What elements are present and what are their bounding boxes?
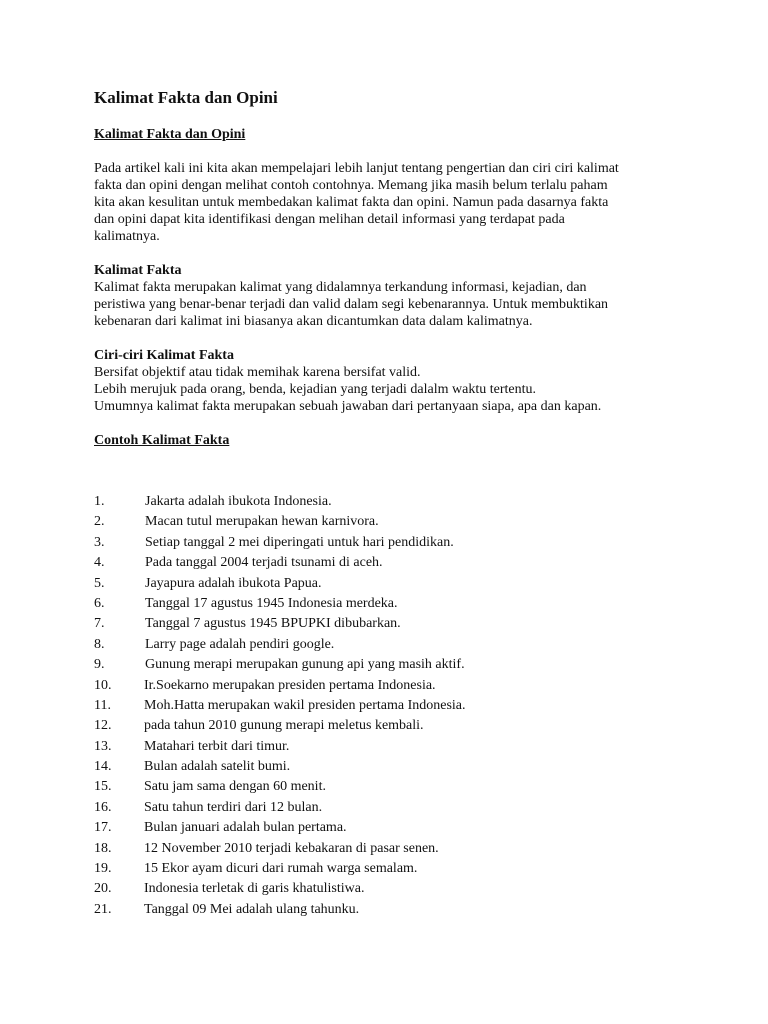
list-item: [94, 655, 684, 675]
fakta-heading: Kalimat Fakta: [94, 263, 182, 278]
fakta-line: peristiwa yang benar-benar terjadi dan valid dalam segi kebenarannya. Untuk membuktikan: [94, 297, 609, 312]
list-item: [94, 676, 684, 696]
list-item-text: Tanggal 09 Mei adalah ulang tahunku.: [144, 901, 360, 917]
list-item-number: 16.: [94, 799, 112, 815]
list-item-number: 8.: [94, 636, 105, 652]
list-item-text: Tanggal 17 agustus 1945 Indonesia merdeka.: [145, 595, 398, 611]
list-item: [94, 533, 684, 553]
list-item-number: 17.: [94, 820, 112, 836]
document-page: [94, 88, 684, 920]
list-item: [94, 492, 684, 512]
list-item-text: Matahari terbit dari timur.: [144, 738, 290, 754]
list-item-text: Bulan januari adalah bulan pertama.: [144, 820, 347, 836]
ciri-heading: Ciri-ciri Kalimat Fakta: [94, 348, 234, 363]
list-item-number: 3.: [94, 534, 105, 550]
list-item-text: Gunung merapi merupakan gunung api yang masih aktif.: [145, 657, 465, 673]
list-item-number: 21.: [94, 901, 112, 917]
list-item: [94, 635, 684, 655]
list-item: [94, 839, 684, 859]
ciri-paragraph: [94, 364, 684, 415]
list-item-text: Bulan adalah satelit bumi.: [144, 759, 291, 775]
fakta-line: Kalimat fakta merupakan kalimat yang didalamnya terkandung informasi, kejadian, dan: [94, 280, 587, 295]
list-item-number: 11.: [94, 697, 111, 713]
intro-line: kita akan kesulitan untuk membedakan kalimat fakta dan opini. Namun pada dasarnya fakta: [94, 195, 609, 210]
intro-line: kalimatnya.: [94, 229, 160, 244]
list-item: [94, 777, 684, 797]
list-item: [94, 737, 684, 757]
list-item-text: 12 November 2010 terjadi kebakaran di pasar senen.: [144, 840, 439, 856]
fakta-line: kebenaran dari kalimat ini biasanya akan dicantumkan data dalam kalimatnya.: [94, 314, 533, 329]
intro-paragraph: [94, 160, 684, 245]
fakta-paragraph: [94, 279, 684, 330]
list-item-text: Satu jam sama dengan 60 menit.: [144, 779, 326, 795]
list-item-number: 6.: [94, 595, 105, 611]
intro-line: fakta dan opini dengan melihat contoh contohnya. Memang jika masih belum terlalu paham: [94, 178, 608, 193]
list-item: [94, 757, 684, 777]
contoh-heading: Contoh Kalimat Fakta: [94, 433, 230, 448]
list-item: [94, 798, 684, 818]
ciri-line: Umumnya kalimat fakta merupakan sebuah jawaban dari pertanyaan siapa, apa dan kapan.: [94, 399, 602, 414]
list-item-number: 1.: [94, 494, 105, 509]
list-item-number: 7.: [94, 616, 105, 632]
list-item-text: Pada tanggal 2004 terjadi tsunami di aceh.: [145, 555, 383, 571]
list-item: [94, 900, 684, 920]
list-item-text: Satu tahun terdiri dari 12 bulan.: [144, 799, 323, 815]
list-item: [94, 716, 684, 736]
list-item: [94, 553, 684, 573]
list-item-number: 4.: [94, 555, 105, 571]
ciri-line: Bersifat objektif atau tidak memihak karena bersifat valid.: [94, 365, 421, 380]
list-item-number: 10.: [94, 677, 112, 693]
list-item: [94, 859, 684, 879]
list-item-number: 2.: [94, 514, 105, 530]
list-item: [94, 818, 684, 838]
list-item: [94, 594, 684, 614]
list-item-number: 20.: [94, 881, 112, 897]
list-item-number: 13.: [94, 738, 112, 754]
list-item: [94, 512, 684, 532]
list-item-number: 12.: [94, 718, 112, 734]
article-subtitle: Kalimat Fakta dan Opini: [94, 127, 246, 142]
document-title: Kalimat Fakta dan Opini: [94, 88, 278, 107]
list-item-text: Tanggal 7 agustus 1945 BPUPKI dibubarkan.: [145, 616, 401, 632]
list-item: [94, 879, 684, 899]
list-item-text: Jayapura adalah ibukota Papua.: [145, 575, 322, 591]
list-item: [94, 614, 684, 634]
list-item: [94, 574, 684, 594]
list-item-number: 19.: [94, 861, 112, 877]
ciri-line: Lebih merujuk pada orang, benda, kejadian yang terjadi dalalm waktu tertentu.: [94, 382, 537, 397]
list-item-number: 15.: [94, 779, 112, 795]
list-item-text: Macan tutul merupakan hewan karnivora.: [145, 514, 379, 530]
list-item-text: Moh.Hatta merupakan wakil presiden pertama Indonesia.: [144, 697, 466, 713]
list-item-text: Ir.Soekarno merupakan presiden pertama Indonesia.: [144, 677, 436, 693]
list-item-text: Setiap tanggal 2 mei diperingati untuk hari pendidikan.: [145, 534, 454, 550]
list-item-number: 5.: [94, 575, 105, 591]
list-item-text: Jakarta adalah ibukota Indonesia.: [145, 494, 332, 509]
list-item-number: 9.: [94, 657, 105, 673]
list-item-text: Larry page adalah pendiri google.: [145, 636, 335, 652]
list-item: [94, 696, 684, 716]
intro-line: Pada artikel kali ini kita akan mempelajari lebih lanjut tentang pengertian dan ciri ciri kalimat: [94, 161, 619, 176]
examples-list: [94, 492, 684, 920]
list-item-text: Indonesia terletak di garis khatulistiwa.: [144, 881, 365, 897]
list-item-text: pada tahun 2010 gunung merapi meletus kembali.: [144, 718, 424, 734]
list-item-text: 15 Ekor ayam dicuri dari rumah warga semalam.: [144, 861, 418, 877]
intro-line: dan opini dapat kita identifikasi dengan melihan detail informasi yang terdapat pada: [94, 212, 565, 227]
list-item-number: 18.: [94, 840, 112, 856]
list-item-number: 14.: [94, 759, 112, 775]
